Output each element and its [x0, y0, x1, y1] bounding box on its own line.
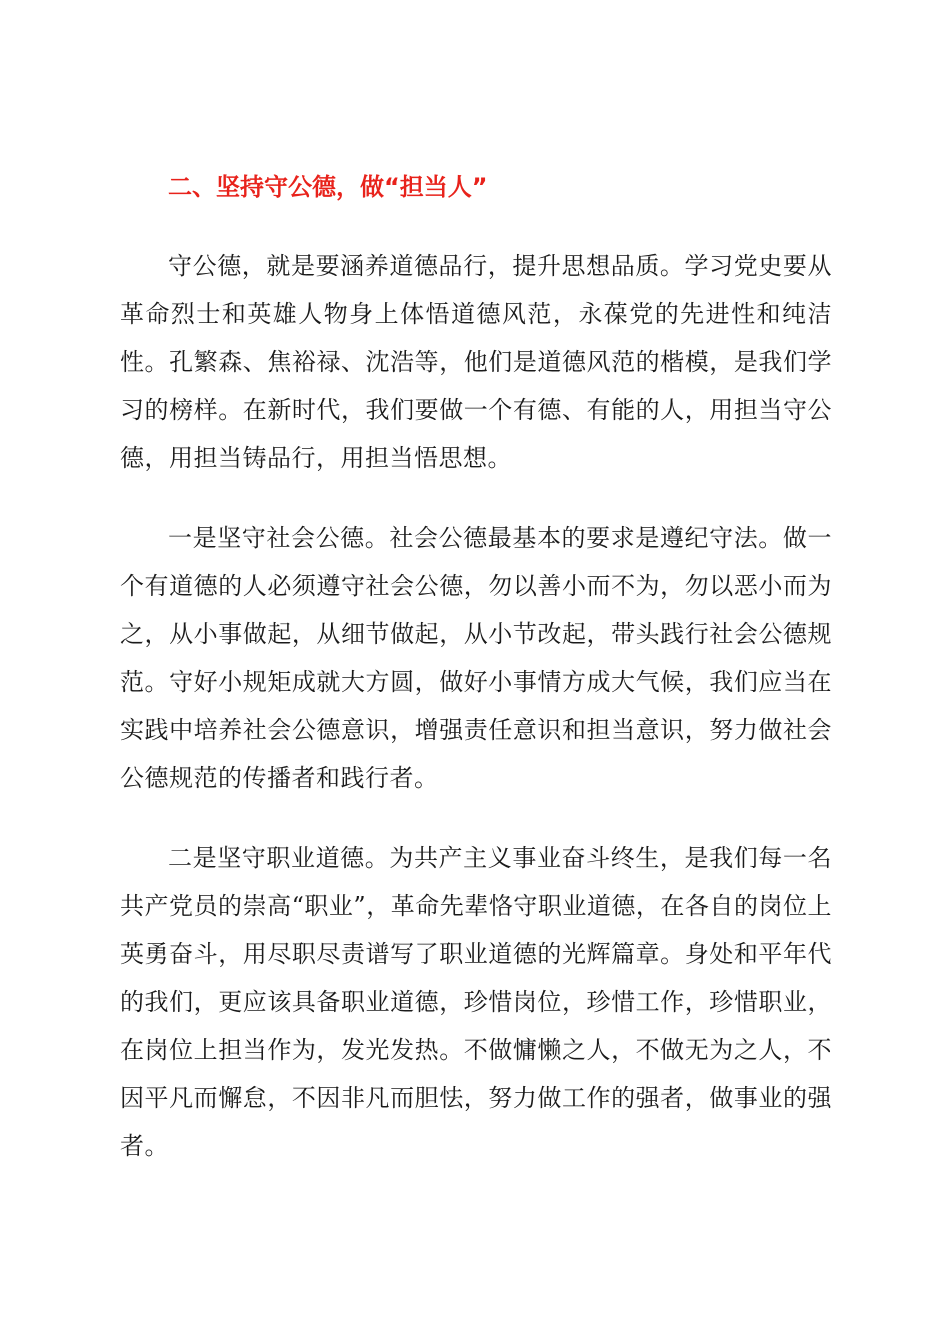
document-body	[120, 160, 832, 1170]
section-heading: 二、坚持守公德，做“担当人”	[168, 173, 488, 201]
paragraph-intro: 守公德，就是要涵养道德品行，提升思想品质。学习党史要从革命烈士和英雄人物身上体悟道德风范，永葆党的先进性和纯洁性。孔繁森、焦裕禄、沈浩等，他们是道德风范的楷模，是我们学习的榜样。在新时代，我们要做一个有德、有能的人，用担当守公德，用担当铸品行，用担当悟思想。	[120, 252, 832, 472]
paragraph-social-morality: 一是坚守社会公德。社会公德最基本的要求是遵纪守法。做一个有道德的人必须遵守社会公德，勿以善小而不为，勿以恶小而为之，从小事做起，从细节做起，从小节改起，带头践行社会公德规范。守好小规矩成就大方圆，做好小事情方成大气候，我们应当在实践中培养社会公德意识，增强责任意识和担当意识，努力做社会公德规范的传播者和践行者。	[120, 524, 832, 792]
paragraph-professional-ethics: 二是坚守职业道德。为共产主义事业奋斗终生，是我们每一名共产党员的崇高“职业”，革命先辈恪守职业道德，在各自的岗位上英勇奋斗，用尽职尽责谱写了职业道德的光辉篇章。身处和平年代的我们，更应该具备职业道德，珍惜岗位，珍惜工作，珍惜职业，在岗位上担当作为，发光发热。不做慵懒之人，不做无为之人，不因平凡而懈怠，不因非凡而胆怯，努力做工作的强者，做事业的强者。	[120, 844, 832, 1160]
